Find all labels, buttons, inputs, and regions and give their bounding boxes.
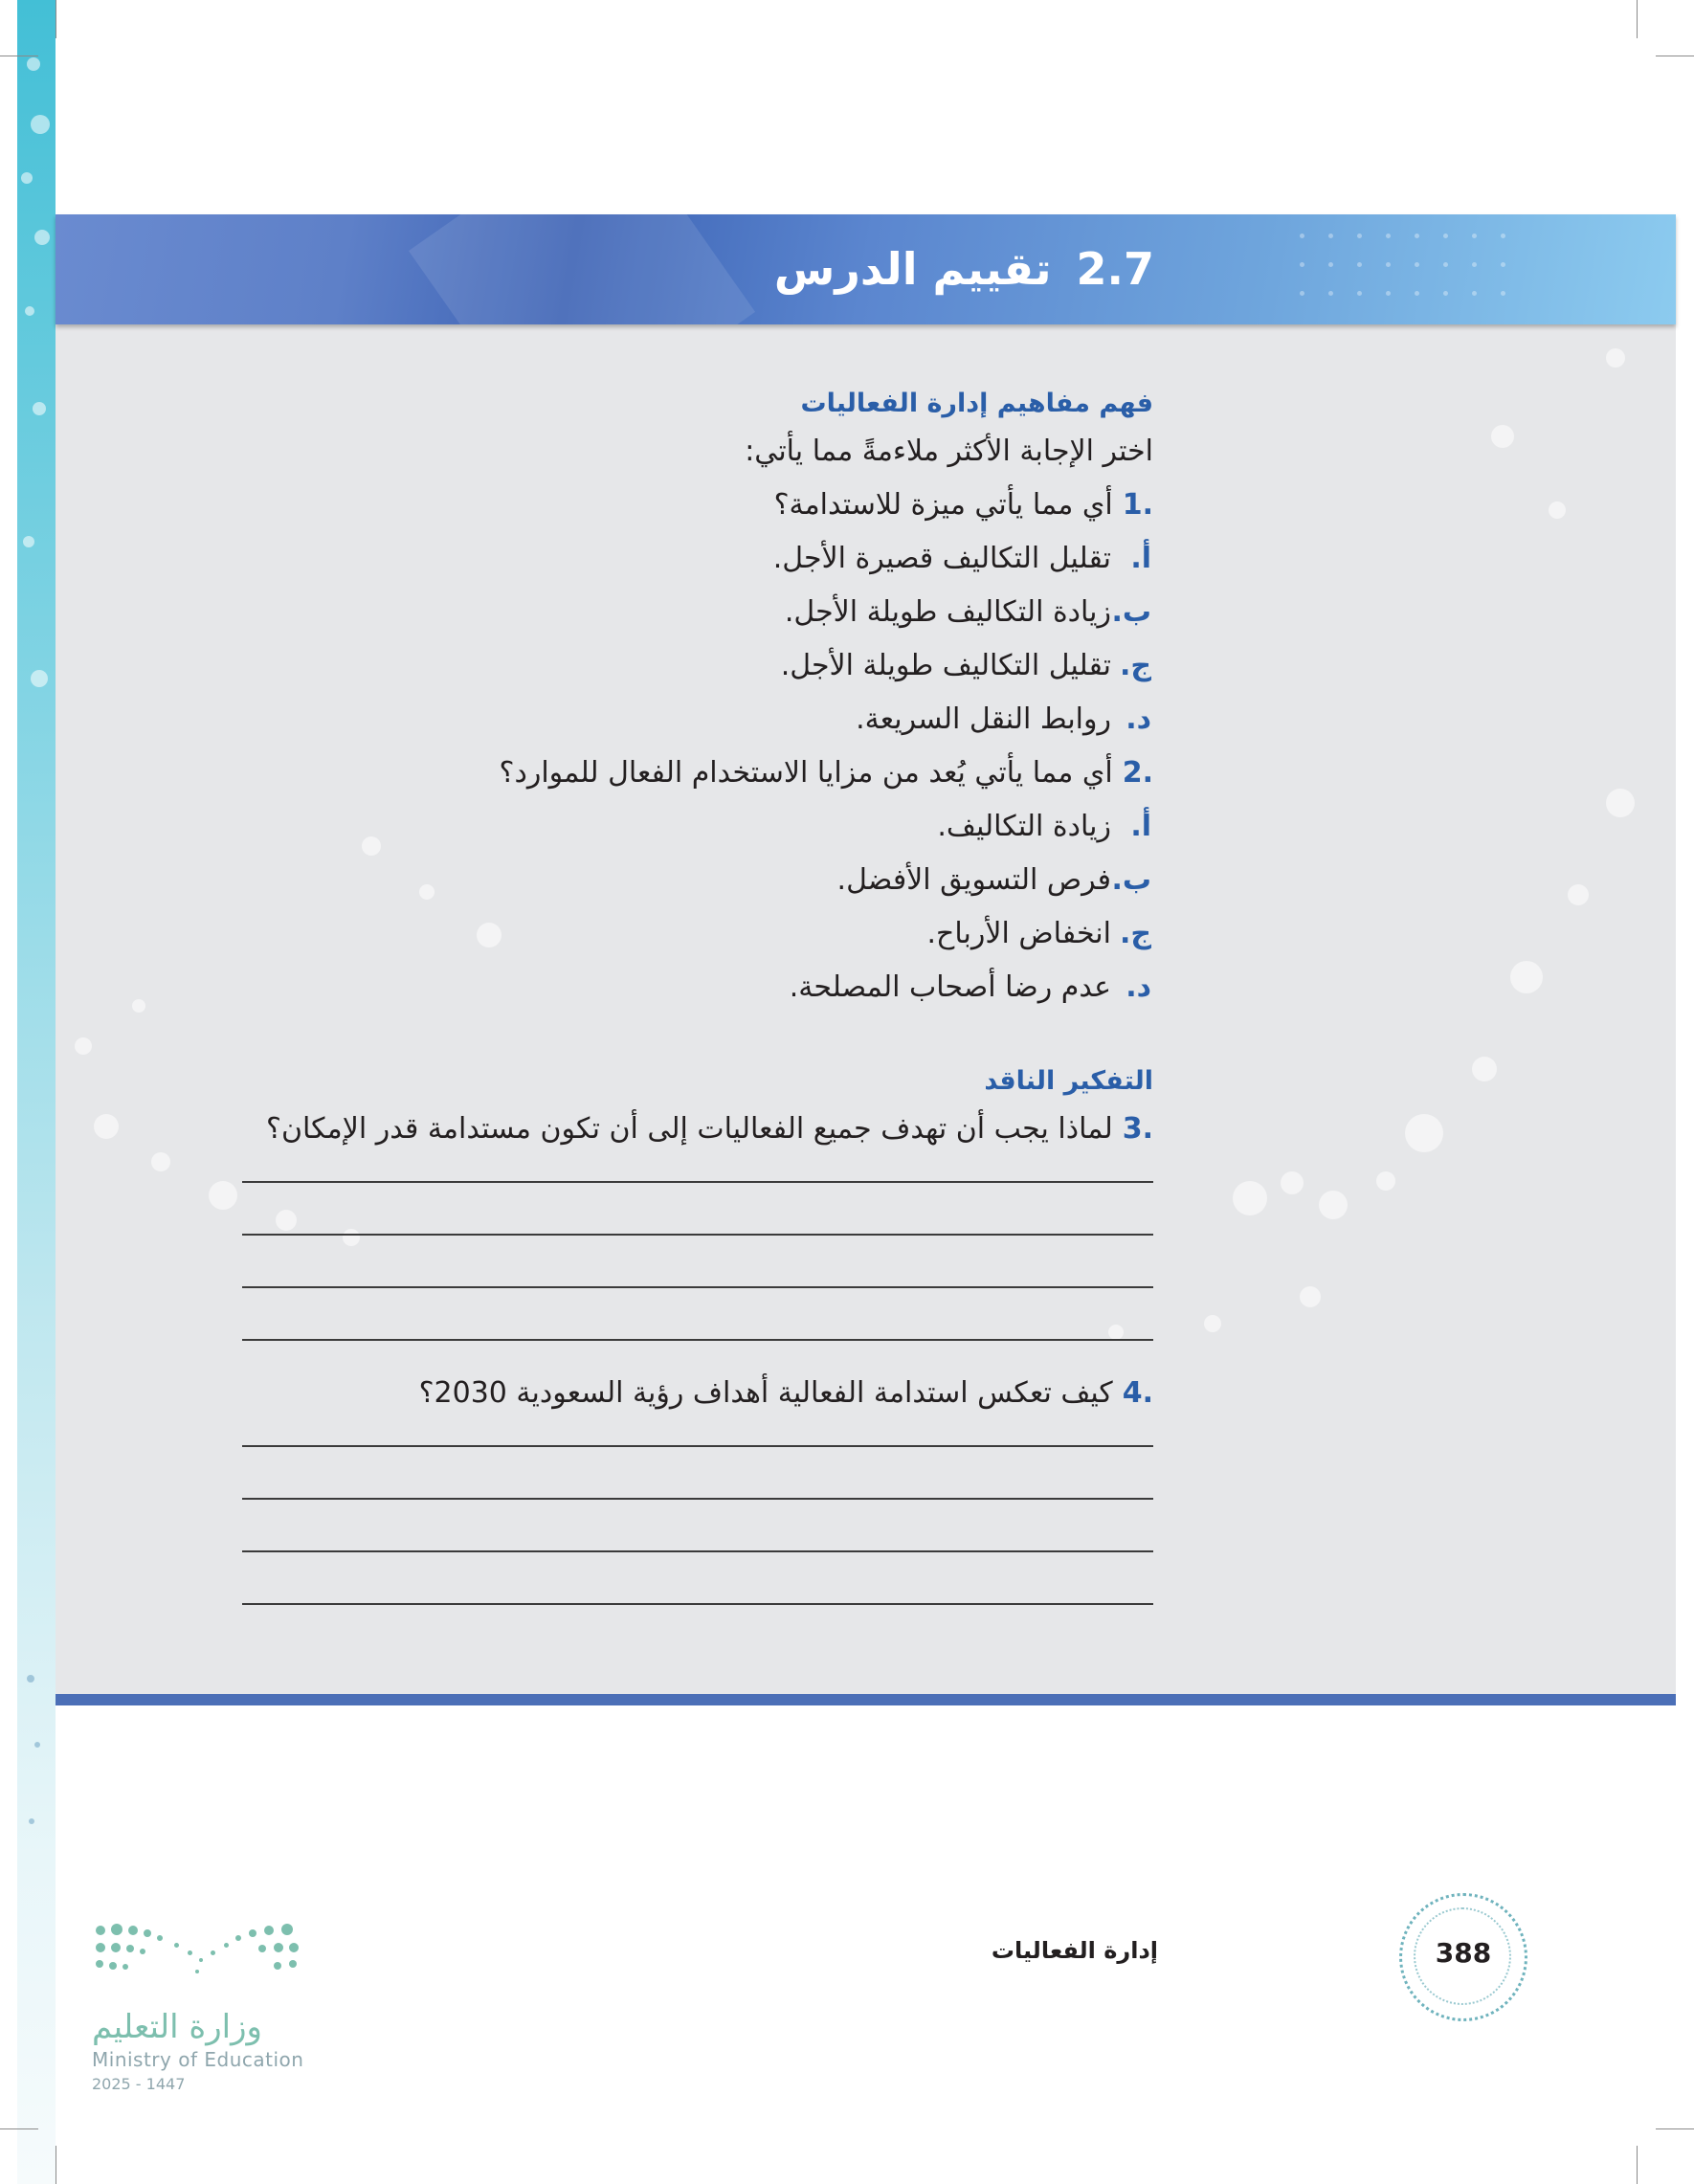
question xyxy=(100,1103,1153,1156)
crop-mark xyxy=(1656,2128,1694,2129)
question xyxy=(100,1367,1153,1420)
ministry-logo xyxy=(92,1914,312,2106)
banner-title xyxy=(774,243,1154,295)
answer-option[interactable] xyxy=(100,693,1153,747)
question-number: .4 xyxy=(1122,1376,1153,1410)
option-letter: د. xyxy=(1126,970,1151,1004)
option-text: عدم رضا أصحاب المصلحة. xyxy=(789,970,1111,1004)
answer-line[interactable] xyxy=(242,1550,1153,1552)
question-text: أي مما يأتي ميزة للاستدامة؟ xyxy=(773,488,1113,522)
logo-english-text: Ministry of Education xyxy=(92,2048,304,2071)
section-heading-critical-thinking: التفكير الناقد xyxy=(984,1066,1153,1096)
option-text: انخفاض الأرباح. xyxy=(926,917,1111,950)
question-text: أي مما يأتي يُعد من مزايا الاستخدام الفعال للموارد؟ xyxy=(499,756,1113,790)
answer-line[interactable] xyxy=(242,1181,1153,1183)
answer-line[interactable] xyxy=(242,1445,1153,1447)
question xyxy=(100,479,1153,532)
page-number: 388 xyxy=(1435,1937,1492,1969)
question-number: .3 xyxy=(1122,1112,1153,1146)
option-text: زيادة التكاليف. xyxy=(937,810,1111,843)
answer-option[interactable] xyxy=(100,907,1153,961)
logo-year: 2025 - 1447 xyxy=(92,2075,186,2093)
logo-arabic-text: وزارة التعليم xyxy=(92,2008,262,2046)
answer-option[interactable] xyxy=(100,639,1153,693)
answer-line[interactable] xyxy=(242,1234,1153,1236)
banner-sheen xyxy=(409,214,755,324)
question xyxy=(100,747,1153,800)
option-letter: ب. xyxy=(1111,863,1151,897)
book-title: إدارة الفعاليات xyxy=(991,1937,1158,1964)
answer-option[interactable] xyxy=(100,532,1153,586)
option-text: تقليل التكاليف قصيرة الأجل. xyxy=(772,542,1111,575)
answer-option[interactable] xyxy=(100,961,1153,1014)
answer-option[interactable] xyxy=(100,854,1153,907)
assessment-content xyxy=(100,383,1153,1631)
question-text: كيف تعكس استدامة الفعالية أهداف رؤية السعودية 2030؟ xyxy=(418,1376,1113,1410)
answer-line[interactable] xyxy=(242,1603,1153,1605)
question-number: .1 xyxy=(1122,488,1153,522)
option-text: تقليل التكاليف طويلة الأجل. xyxy=(780,649,1111,682)
section-number: 2.7 xyxy=(1076,243,1154,295)
instruction-text: اختر الإجابة الأكثر ملاءمةً مما يأتي: xyxy=(745,435,1153,468)
crop-mark xyxy=(1637,2146,1638,2184)
question-number: .2 xyxy=(1122,756,1153,790)
answer-lines[interactable] xyxy=(100,1156,1153,1367)
question-text: لماذا يجب أن تهدف جميع الفعاليات إلى أن تكون مستدامة قدر الإمكان؟ xyxy=(266,1112,1113,1146)
option-text: روابط النقل السريعة. xyxy=(856,702,1111,736)
option-text: زيادة التكاليف طويلة الأجل. xyxy=(784,595,1111,629)
answer-lines[interactable] xyxy=(100,1420,1153,1631)
option-letter: ب. xyxy=(1111,595,1151,629)
option-letter: أ. xyxy=(1130,810,1151,843)
answer-option[interactable] xyxy=(100,586,1153,639)
answer-line[interactable] xyxy=(242,1286,1153,1288)
section-banner xyxy=(56,214,1676,324)
crop-mark xyxy=(1637,0,1638,38)
option-letter: د. xyxy=(1126,702,1151,736)
left-decorative-strip xyxy=(17,0,56,2184)
answer-option[interactable] xyxy=(100,800,1153,854)
answer-line[interactable] xyxy=(242,1339,1153,1341)
option-text: فرص التسويق الأفضل. xyxy=(836,863,1111,897)
crop-mark xyxy=(0,2128,38,2129)
panel-bottom-rule xyxy=(56,1694,1676,1705)
option-letter: ج. xyxy=(1119,917,1151,950)
section-heading: فهم مفاهيم إدارة الفعاليات xyxy=(800,389,1153,418)
section-title: تقييم الدرس xyxy=(773,243,1052,295)
option-letter: أ. xyxy=(1130,542,1151,575)
option-letter: ج. xyxy=(1119,649,1151,682)
answer-line[interactable] xyxy=(242,1498,1153,1500)
